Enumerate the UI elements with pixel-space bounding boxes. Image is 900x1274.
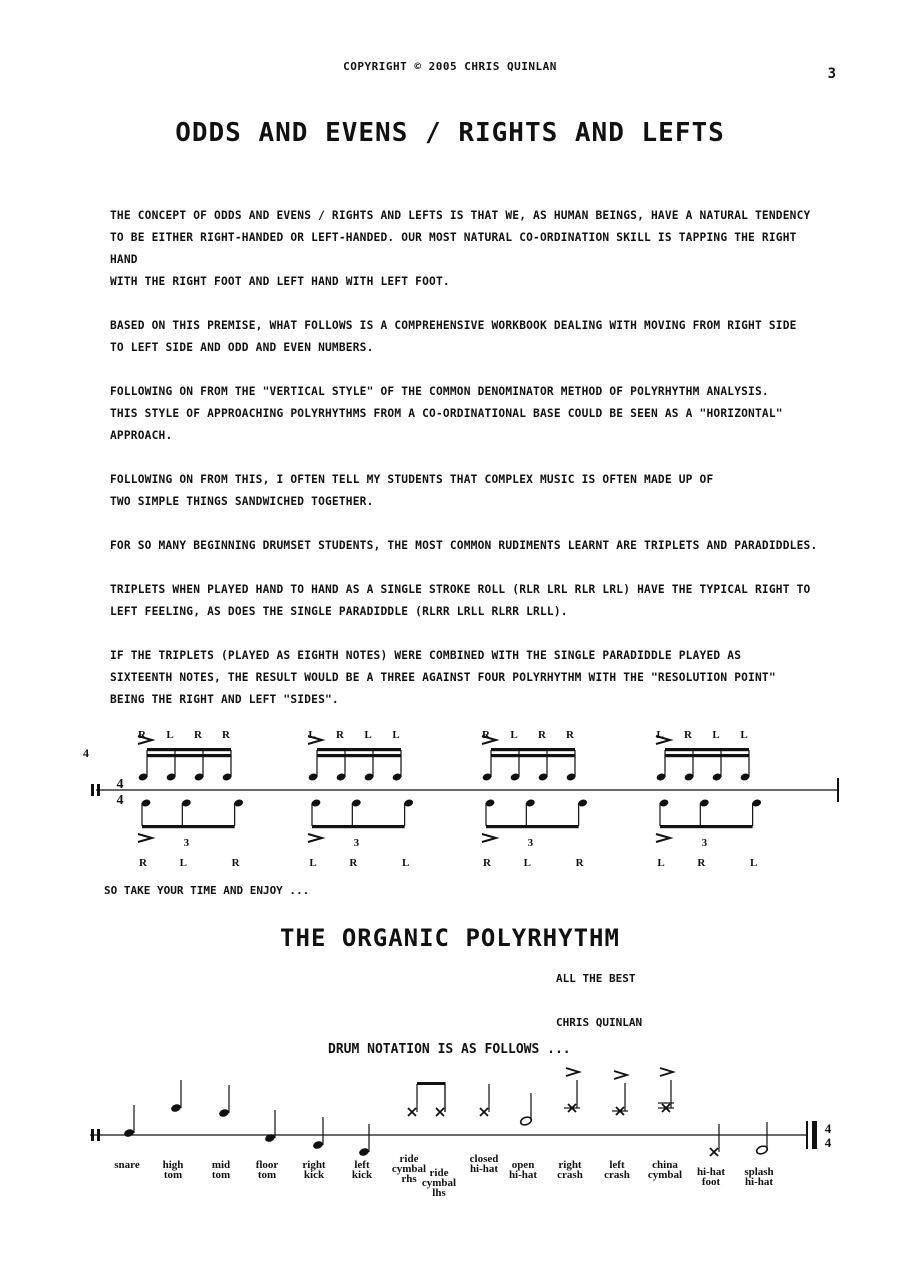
- tuplet-number: 3: [701, 837, 708, 849]
- legend-label-line: hi-hat: [696, 1166, 726, 1178]
- legend-x-notehead: [480, 1108, 488, 1116]
- top-sticking-letter: R: [222, 729, 230, 741]
- paragraph-line: FOLLOWING ON FROM THIS, I OFTEN TELL MY STUDENTS THAT COMPLEX MUSIC IS OFTEN MADE UP OF: [110, 473, 714, 486]
- accent-mark: [566, 1068, 579, 1076]
- bottom-sticking-letter: L: [179, 857, 187, 869]
- bottom-sticking-letter: R: [139, 857, 147, 869]
- legend-label-line: tom: [211, 1169, 231, 1181]
- legend-label-line: tom: [257, 1169, 277, 1181]
- top-sticking-letter: R: [538, 729, 546, 741]
- bottom-sticking-letter: L: [523, 857, 531, 869]
- legend-label-ride-cymbal-lhs: [422, 1167, 456, 1199]
- top-sticking-letter: L: [166, 729, 174, 741]
- legend-label-high-tom: [163, 1159, 184, 1181]
- final-barline-thick: [812, 1121, 817, 1149]
- legend-label-line: snare: [114, 1159, 140, 1171]
- legend-label-line: kick: [351, 1169, 373, 1181]
- legend-label-hi-hat-foot: [697, 1166, 725, 1188]
- bottom-sticking-letter: R: [349, 857, 358, 869]
- top-sticking-letter: R: [684, 729, 692, 741]
- legend-x-notehead: [408, 1108, 416, 1116]
- top-sticking-letter: L: [656, 729, 664, 741]
- legend-label-line: hi-hat: [744, 1176, 774, 1188]
- top-sticking-letter: L: [364, 729, 372, 741]
- tuplet-number: 3: [353, 837, 360, 849]
- accent-mark: [660, 1068, 673, 1076]
- legend-x-notehead: [710, 1148, 718, 1156]
- copyright-line: COPYRIGHT © 2005 CHRIS QUINLAN: [343, 60, 557, 73]
- top-sticking-letter: L: [308, 729, 316, 741]
- bottom-sticking-letter: R: [483, 857, 491, 869]
- legend-label-open-hi-hat: [509, 1159, 537, 1181]
- closing-line: SO TAKE YOUR TIME AND ENJOY ...: [104, 884, 310, 897]
- bottom-sticking-letter: R: [697, 857, 706, 869]
- time-signature-top: 4: [116, 777, 124, 792]
- legend-label-line: crash: [604, 1169, 630, 1181]
- legend-label-floor-tom: [256, 1159, 279, 1181]
- signoff: ALL THE BEST: [556, 972, 636, 985]
- legend-label-line: hi-hat: [508, 1169, 538, 1181]
- legend-label-line: closed: [469, 1153, 499, 1165]
- legend-label-line: right: [302, 1159, 326, 1171]
- legend-notehead: [358, 1147, 370, 1157]
- legend-label-line: crash: [557, 1169, 583, 1181]
- legend-label-mid-tom: [212, 1159, 230, 1181]
- top-sticking-letter: R: [194, 729, 202, 741]
- legend-label-right-kick: [302, 1159, 326, 1181]
- legend-label-line: high: [162, 1159, 184, 1171]
- percussion-clef-bar: [91, 1129, 94, 1141]
- author-name: CHRIS QUINLAN: [556, 1016, 643, 1029]
- legend-x-notehead: [436, 1108, 444, 1116]
- legend-label-line: mid: [211, 1159, 231, 1171]
- legend-label-line: left: [354, 1159, 370, 1171]
- paragraph-line: SIXTEENTH NOTES, THE RESULT WOULD BE A THREE AGAINST FOUR POLYRHYTHM WITH THE "RESOLUTION POINT": [110, 671, 776, 684]
- top-sticking-letter: L: [510, 729, 518, 741]
- top-sticking-letter: L: [740, 729, 748, 741]
- paragraph-line: FOLLOWING ON FROM THE "VERTICAL STYLE" OF THE COMMON DENOMINATOR METHOD OF POLYRHYTHM ANALYSIS.: [110, 385, 769, 398]
- top-sticking-letter: L: [392, 729, 400, 741]
- legend-label-china-cymbal: [648, 1159, 682, 1181]
- paragraph-line: TO BE EITHER RIGHT-HANDED OR LEFT-HANDED. OUR MOST NATURAL CO-ORDINATION SKILL IS TAPPING THE RIGHT HAND: [110, 231, 797, 266]
- legend-notehead: [312, 1140, 324, 1150]
- legend-label-line: cymbal: [421, 1177, 457, 1189]
- final-barline-thin: [806, 1121, 808, 1149]
- legend-label-line: left: [609, 1159, 625, 1171]
- legend-label-line: floor: [255, 1159, 279, 1171]
- top-sticking-letter: R: [566, 729, 574, 741]
- bottom-sticking-letter: R: [231, 857, 240, 869]
- legend-label-closed-hi-hat: [470, 1153, 499, 1175]
- legend-label-line: kick: [303, 1169, 325, 1181]
- page-title: ODDS AND EVENS / RIGHTS AND LEFTS: [175, 118, 725, 148]
- paragraph-line: THE CONCEPT OF ODDS AND EVENS / RIGHTS AND LEFTS IS THAT WE, AS HUMAN BEINGS, HAVE A NATURAL TENDENCY: [110, 209, 811, 222]
- legend-label-splash-hi-hat: [744, 1166, 773, 1188]
- paragraph-line: TWO SIMPLE THINGS SANDWICHED TOGETHER.: [110, 495, 374, 508]
- legend-label-line: hi-hat: [469, 1163, 499, 1175]
- legend-notehead: [123, 1128, 135, 1138]
- bottom-sticking-letter: L: [657, 857, 665, 869]
- legend-label-right-crash: [557, 1159, 583, 1181]
- paragraph-line: IF THE TRIPLETS (PLAYED AS EIGHTH NOTES) WERE COMBINED WITH THE SINGLE PARADIDDLE PLAYED AS: [110, 649, 742, 662]
- paragraph-line: TO LEFT SIDE AND ODD AND EVEN NUMBERS.: [110, 341, 374, 354]
- legend-label-line: tom: [163, 1169, 183, 1181]
- legend-label-snare: [114, 1159, 140, 1171]
- bottom-sticking-letter: L: [749, 857, 758, 869]
- legend-label-line: cymbal: [647, 1169, 683, 1181]
- section-subtitle: THE ORGANIC POLYRHYTHM: [280, 924, 620, 952]
- measure-number: 4: [83, 746, 89, 760]
- accent-mark: [614, 1071, 627, 1079]
- bottom-sticking-letter: R: [575, 857, 584, 869]
- paragraph-line: BEING THE RIGHT AND LEFT "SIDES".: [110, 693, 339, 706]
- page-number: 3: [827, 66, 836, 82]
- percussion-clef-bar: [97, 1129, 100, 1141]
- legend-label-line: cymbal: [391, 1163, 427, 1175]
- legend-label-line: open: [511, 1159, 535, 1171]
- paragraph-line: THIS STYLE OF APPROACHING POLYRHYTHMS FROM A CO-ORDINATIONAL BASE COULD BE SEEN AS A "HORIZONTAL" APPROACH.: [110, 407, 783, 442]
- paragraph-line: LEFT FEELING, AS DOES THE SINGLE PARADIDDLE (RLRR LRLL RLRR LRLL).: [110, 605, 568, 618]
- legend-time-sig-top: 4: [824, 1121, 832, 1136]
- time-signature-bottom: 4: [116, 793, 124, 808]
- legend-beam: [417, 1082, 445, 1085]
- legend-label-line: ride: [429, 1167, 449, 1179]
- bottom-sticking-letter: L: [401, 857, 410, 869]
- tuplet-number: 3: [183, 837, 190, 849]
- top-sticking-letter: R: [482, 729, 490, 741]
- legend-label-line: rhs: [401, 1173, 417, 1185]
- legend-label-line: lhs: [432, 1187, 446, 1199]
- paragraph-line: FOR SO MANY BEGINNING DRUMSET STUDENTS, THE MOST COMMON RUDIMENTS LEARNT ARE TRIPLETS AND PARADIDDLES.: [110, 539, 818, 552]
- paragraph-line: TRIPLETS WHEN PLAYED HAND TO HAND AS A SINGLE STROKE ROLL (RLR LRL RLR LRL) HAVE THE TYPICAL RIGHT TO: [110, 583, 811, 596]
- top-sticking-letter: L: [712, 729, 720, 741]
- notation-intro: DRUM NOTATION IS AS FOLLOWS ...: [328, 1042, 571, 1057]
- legend-label-left-crash: [604, 1159, 630, 1181]
- legend-label-line: china: [652, 1159, 678, 1171]
- bottom-sticking-letter: L: [309, 857, 317, 869]
- legend-time-sig-bottom: 4: [824, 1135, 832, 1150]
- legend-notehead: [170, 1103, 182, 1113]
- tuplet-number: 3: [527, 837, 534, 849]
- top-sticking-letter: R: [138, 729, 146, 741]
- paragraph-line: BASED ON THIS PREMISE, WHAT FOLLOWS IS A COMPREHENSIVE WORKBOOK DEALING WITH MOVING FROM RIGHT SIDE: [110, 319, 797, 332]
- legend-label-line: right: [558, 1159, 582, 1171]
- legend-label-line: foot: [701, 1176, 721, 1188]
- legend-label-line: splash: [744, 1166, 774, 1178]
- legend-notehead: [218, 1108, 230, 1118]
- paragraph-line: WITH THE RIGHT FOOT AND LEFT HAND WITH LEFT FOOT.: [110, 275, 450, 288]
- legend-label-line: ride: [399, 1153, 419, 1165]
- top-sticking-letter: R: [336, 729, 344, 741]
- legend-label-left-kick: [352, 1159, 373, 1181]
